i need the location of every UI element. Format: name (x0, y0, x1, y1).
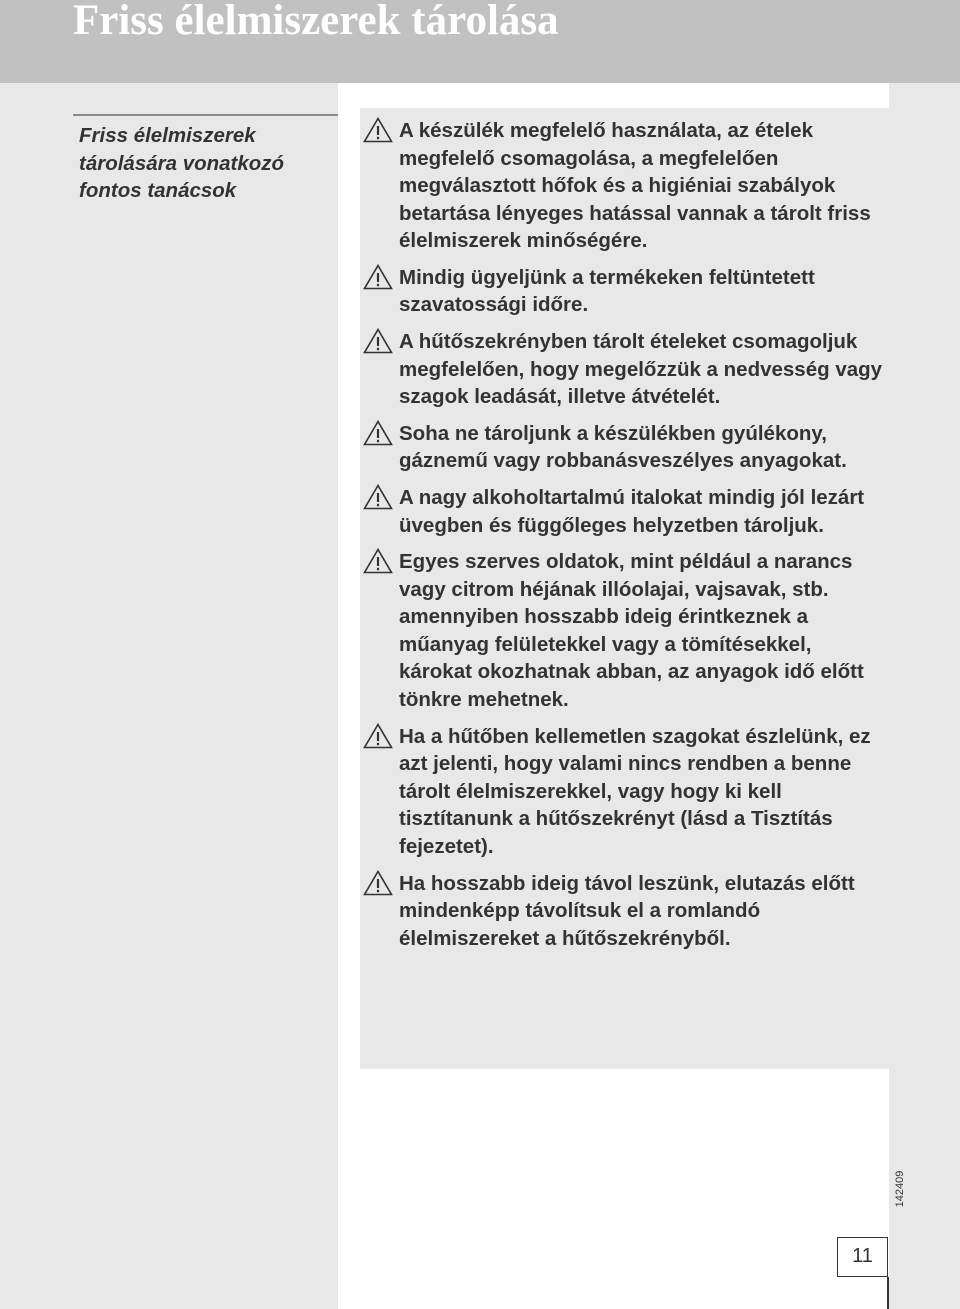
warning-item (363, 420, 885, 475)
right-margin-strip (889, 83, 960, 1309)
warning-item (363, 484, 885, 539)
warning-item (363, 723, 885, 861)
sidebar-heading: Friss élelmiszerek tárolására vonatkozó fontos tanácsok (79, 124, 285, 202)
warning-text: A hűtőszekrényben tárolt ételeket csomagoljuk megfelelően, hogy megelőzzük a nedvesség vagy szagok leadását, illetve átvételét. (399, 330, 883, 409)
sidebar-divider (73, 114, 338, 116)
warning-item (363, 548, 885, 713)
warning-text: Mindig ügyeljünk a termékeken feltüntetett szavatossági időre. (399, 265, 815, 317)
page-title: Friss élelmiszerek tárolása (73, 0, 559, 44)
warning-triangle-icon (363, 870, 393, 896)
warning-item (363, 870, 885, 953)
warning-item (363, 117, 885, 255)
sidebar-column (0, 83, 338, 1309)
warning-text: Egyes szerves oldatok, mint például a narancs vagy citrom héjának illóolajai, vajsavak, stb. amennyiben hosszabb ideig érintkeznek a műanyag felületekkel vagy a tömítésekkel, károkat okozhatnak abban, az anyagok idő előtt tönkre mehetnek. (399, 550, 864, 711)
document-code: 142409 (894, 1170, 906, 1208)
warning-item (363, 328, 885, 411)
warning-triangle-icon (363, 723, 393, 749)
warning-triangle-icon (363, 548, 393, 574)
warning-text: A készülék megfelelő használata, az ételek megfelelő csomagolása, a megfelelően megválasztott hőfok és a higiéniai szabályok betartása lényeges hatással vannak a tárolt friss élelmiszerek minőségére. (399, 119, 871, 252)
warning-text: Ha a hűtőben kellemetlen szagokat észlelünk, ez azt jelenti, hogy valami nincs rendben a benne tárolt élelmiszerekkel, vagy hogy ki kell tisztítanunk a hűtőszekrényt (lásd a Tisztítás fejezetet). (399, 724, 871, 858)
warning-text: Ha hosszabb ideig távol leszünk, elutazás előtt mindenképp távolítsuk el a romlandó élelmiszereket a hűtőszekrényből. (399, 871, 855, 950)
warning-text: Soha ne tároljunk a készülékben gyúlékony, gáznemű vagy robbanásveszélyes anyagokat. (399, 421, 847, 473)
page-number: 11 (837, 1237, 888, 1277)
warning-triangle-icon (363, 328, 393, 354)
header-band (0, 0, 960, 83)
warning-triangle-icon (363, 484, 393, 510)
warning-triangle-icon (363, 264, 393, 290)
warning-item (363, 264, 885, 319)
warning-triangle-icon (363, 420, 393, 446)
page-number-tick (887, 1277, 889, 1309)
warning-triangle-icon (363, 117, 393, 143)
warnings-list (363, 117, 885, 961)
warning-text: A nagy alkoholtartalmú italokat mindig jól lezárt üvegben és függőleges helyzetben tároljuk. (399, 486, 865, 537)
